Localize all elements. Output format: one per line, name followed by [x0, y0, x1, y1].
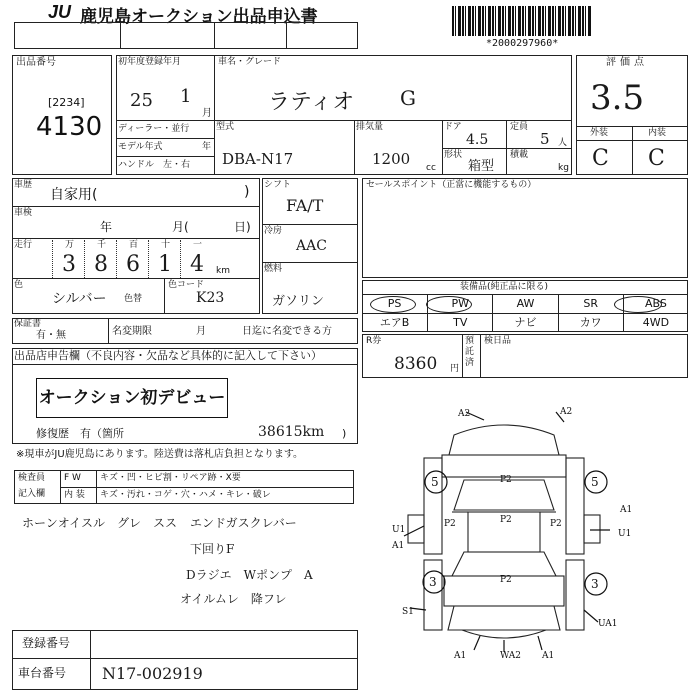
mileage-digit-cell — [52, 240, 84, 278]
inspector-label-1: 検査員 — [18, 473, 46, 483]
barcode — [452, 6, 592, 36]
expiry-label: 名変期限 — [112, 326, 152, 337]
registration-label: 初年度登録年月 — [118, 57, 182, 67]
equipment-item: PS — [387, 297, 402, 310]
mark-p2-e: P2 — [550, 519, 562, 529]
mark-p2-a: P2 — [500, 475, 512, 485]
mark-u1-left: U1 — [392, 525, 406, 535]
note-2: エンドガスクレバー — [190, 516, 297, 530]
dealer-label: ディーラー・並行 — [118, 124, 190, 134]
vehicle-grade: G — [400, 86, 416, 110]
door-label: ドア — [444, 122, 462, 132]
recycle-label: R券 — [366, 336, 382, 346]
sales-point-label: セールスポイント（正當に機能するもの） — [366, 180, 537, 190]
mileage-digit-cell — [84, 240, 116, 278]
mark-3-right: 3 — [591, 577, 599, 591]
load-label: 積載 — [510, 150, 529, 160]
mileage-unit: km — [216, 266, 230, 276]
note-5: オイルムレ 降フレ — [180, 592, 287, 606]
mileage-unit-label: 一 — [193, 240, 203, 250]
capacity-label: 定員 — [510, 122, 529, 132]
equipment-item: AW — [492, 294, 557, 313]
ac-value: AAC — [296, 238, 327, 254]
mark-u1-right: U1 — [618, 529, 632, 539]
score-value: 3.5 — [590, 78, 645, 118]
score-exterior-label: 外装 — [590, 128, 609, 138]
fuel-value: ガソリン — [272, 294, 325, 309]
equipment-item: ABS — [623, 294, 688, 313]
usage-close: ) — [244, 184, 250, 200]
equipment-item: TV — [427, 313, 492, 332]
color-value: シルバー — [52, 291, 107, 307]
inspection-month: 月( — [172, 220, 189, 234]
pw-circle-mark — [426, 296, 472, 313]
recycle-check-label: 検日品 — [484, 336, 512, 346]
car-damage-diagram — [384, 400, 684, 675]
fw-items: キズ・凹・ヒビ割・リペア跡・X要 — [100, 473, 241, 483]
repair-label: 修復歴 有（箇所 — [36, 427, 124, 440]
displacement-label: 排気量 — [356, 122, 384, 132]
score-interior: C — [648, 146, 665, 171]
mark-a1-bottom-right: A1 — [542, 651, 555, 661]
declaration-stamp: オークション初デビュー — [36, 378, 228, 418]
notice: ※現車がJU鹿児島にあります。陸送費は落札店負担となります。 — [16, 449, 304, 460]
mark-ua1: UA1 — [598, 619, 618, 629]
shift-label: シフト — [264, 180, 292, 190]
interior-label: 内 装 — [64, 490, 85, 500]
barcode-number: *2000297960* — [486, 38, 559, 49]
note-3: 下回りF — [190, 542, 235, 556]
score-exterior: C — [592, 146, 609, 171]
usage-value: 自家用( — [50, 187, 98, 203]
equipment-item: 4WD — [623, 313, 688, 332]
note-1: ホーンオイスル グレ スス — [22, 516, 178, 530]
mileage-unit-label: 万 — [65, 240, 75, 250]
mileage-digit-cell — [148, 240, 180, 278]
mark-wa2: WA2 — [500, 651, 522, 661]
chassis-value: N17-002919 — [102, 664, 203, 683]
registration-month-unit: 月 — [202, 108, 212, 119]
warranty-label: 保証書 — [14, 319, 42, 329]
equipment-item: PW — [427, 294, 492, 313]
fuel-label: 燃料 — [264, 264, 283, 274]
vehicle-name: ラティオ — [268, 90, 355, 115]
shape-label: 形状 — [444, 150, 463, 160]
mileage-unit-label: 十 — [161, 240, 171, 250]
mark-a1-bottom-left: A1 — [454, 651, 467, 661]
mileage-label: 走行 — [14, 240, 33, 250]
mark-p2-d: P2 — [444, 519, 456, 529]
registration-year: 25 — [130, 90, 153, 111]
mileage-unit-label: 千 — [97, 240, 107, 250]
mileage-unit-label: 百 — [129, 240, 139, 250]
mileage-digit: 3 — [62, 252, 76, 277]
model-value: DBA-N17 — [222, 150, 294, 168]
load-unit: kg — [558, 163, 569, 173]
inspector-label-2: 記入欄 — [18, 489, 46, 499]
reg-label: 登録番号 — [22, 636, 71, 650]
expiry-note: 日迄に名変できる方 — [242, 326, 332, 337]
recycle-value: 8360 — [394, 354, 438, 374]
capacity-unit: 人 — [558, 138, 568, 148]
mileage-digit: 1 — [158, 252, 172, 277]
form-title: 鹿児島オークション出品申込書 — [80, 7, 318, 26]
inspection-year: 年 — [100, 220, 113, 234]
ac-label: 冷房 — [264, 226, 283, 236]
interior-items: キズ・汚れ・コゲ・穴・ハメ・キレ・破レ — [100, 490, 271, 500]
mark-s1: S1 — [402, 607, 414, 617]
mileage-digit: 6 — [126, 252, 140, 277]
header-logo: JU — [48, 2, 72, 22]
fw-label: F W — [64, 473, 81, 483]
capacity-value: 5 — [540, 130, 550, 148]
score-label: 評価点 — [606, 57, 648, 68]
mark-a2-left: A2 — [458, 409, 471, 419]
inspection-day: 日) — [234, 220, 251, 234]
recycle-deposit-label: 預託済 — [465, 336, 475, 368]
repair-close: ) — [342, 427, 347, 440]
mileage-digit-cell — [116, 240, 148, 278]
shift-value: FA/T — [286, 196, 324, 215]
mileage-digit-cell — [180, 240, 212, 278]
model-year-label: モデル年式 — [118, 142, 163, 152]
repair-value: 38615km — [258, 424, 325, 440]
sales-point-box — [362, 178, 688, 278]
displacement-value: 1200 — [372, 150, 411, 168]
mileage-digit: 4 — [190, 252, 204, 277]
lot-label: 出品番号 — [16, 57, 56, 68]
color-code-label: 色コード — [168, 280, 205, 290]
color-change-label: 色替 — [124, 294, 143, 304]
note-4: Dラジエ Wポンプ A — [186, 568, 313, 582]
recycle-unit: 円 — [450, 364, 460, 374]
equipment-label: 装備品(純正品に限る) — [460, 282, 549, 292]
equipment-item: ナビ — [492, 313, 557, 332]
warranty-value: 有・無 — [36, 330, 66, 341]
handle-label: ハンドル 左・右 — [118, 160, 191, 170]
mileage-digit: 8 — [94, 252, 108, 277]
inspection-label: 車検 — [14, 208, 33, 218]
mark-a2-right: A2 — [560, 407, 573, 417]
door-value: 4.5 — [466, 132, 489, 148]
registration-month: 1 — [180, 86, 192, 107]
declaration-title: 出品店申告欄（不良内容・欠品など具体的に記入して下さい） — [14, 349, 322, 362]
mark-5-right: 5 — [591, 475, 599, 489]
equipment-item: SR — [558, 294, 623, 313]
color-code-value: K23 — [196, 290, 225, 306]
chassis-label: 車台番号 — [18, 666, 67, 680]
mark-5-left: 5 — [431, 475, 439, 489]
expiry-unit: 月 — [196, 326, 206, 337]
header-blank-box — [14, 22, 358, 49]
model-label: 型式 — [216, 122, 235, 132]
usage-label: 車歴 — [14, 180, 33, 190]
displacement-unit: cc — [426, 163, 436, 173]
score-interior-label: 内装 — [648, 128, 667, 138]
lot-small-number: [2234] — [48, 96, 85, 109]
equipment-item: カワ — [558, 313, 623, 332]
abs-circle-mark — [614, 296, 662, 313]
mark-3-left: 3 — [429, 575, 437, 589]
lot-number: 4130 — [36, 112, 103, 142]
mark-p2-b: P2 — [500, 515, 512, 525]
equipment-item: エアB — [379, 316, 410, 329]
mark-a1-right: A1 — [620, 505, 633, 515]
mark-a1-left: A1 — [392, 541, 405, 551]
name-grade-label: 車名・グレード — [218, 57, 282, 67]
ps-circle-mark — [370, 296, 416, 313]
mark-p2-c: P2 — [500, 575, 512, 585]
model-year-unit: 年 — [202, 142, 212, 152]
shape-value: 箱型 — [468, 159, 495, 174]
color-label: 色 — [14, 280, 24, 290]
